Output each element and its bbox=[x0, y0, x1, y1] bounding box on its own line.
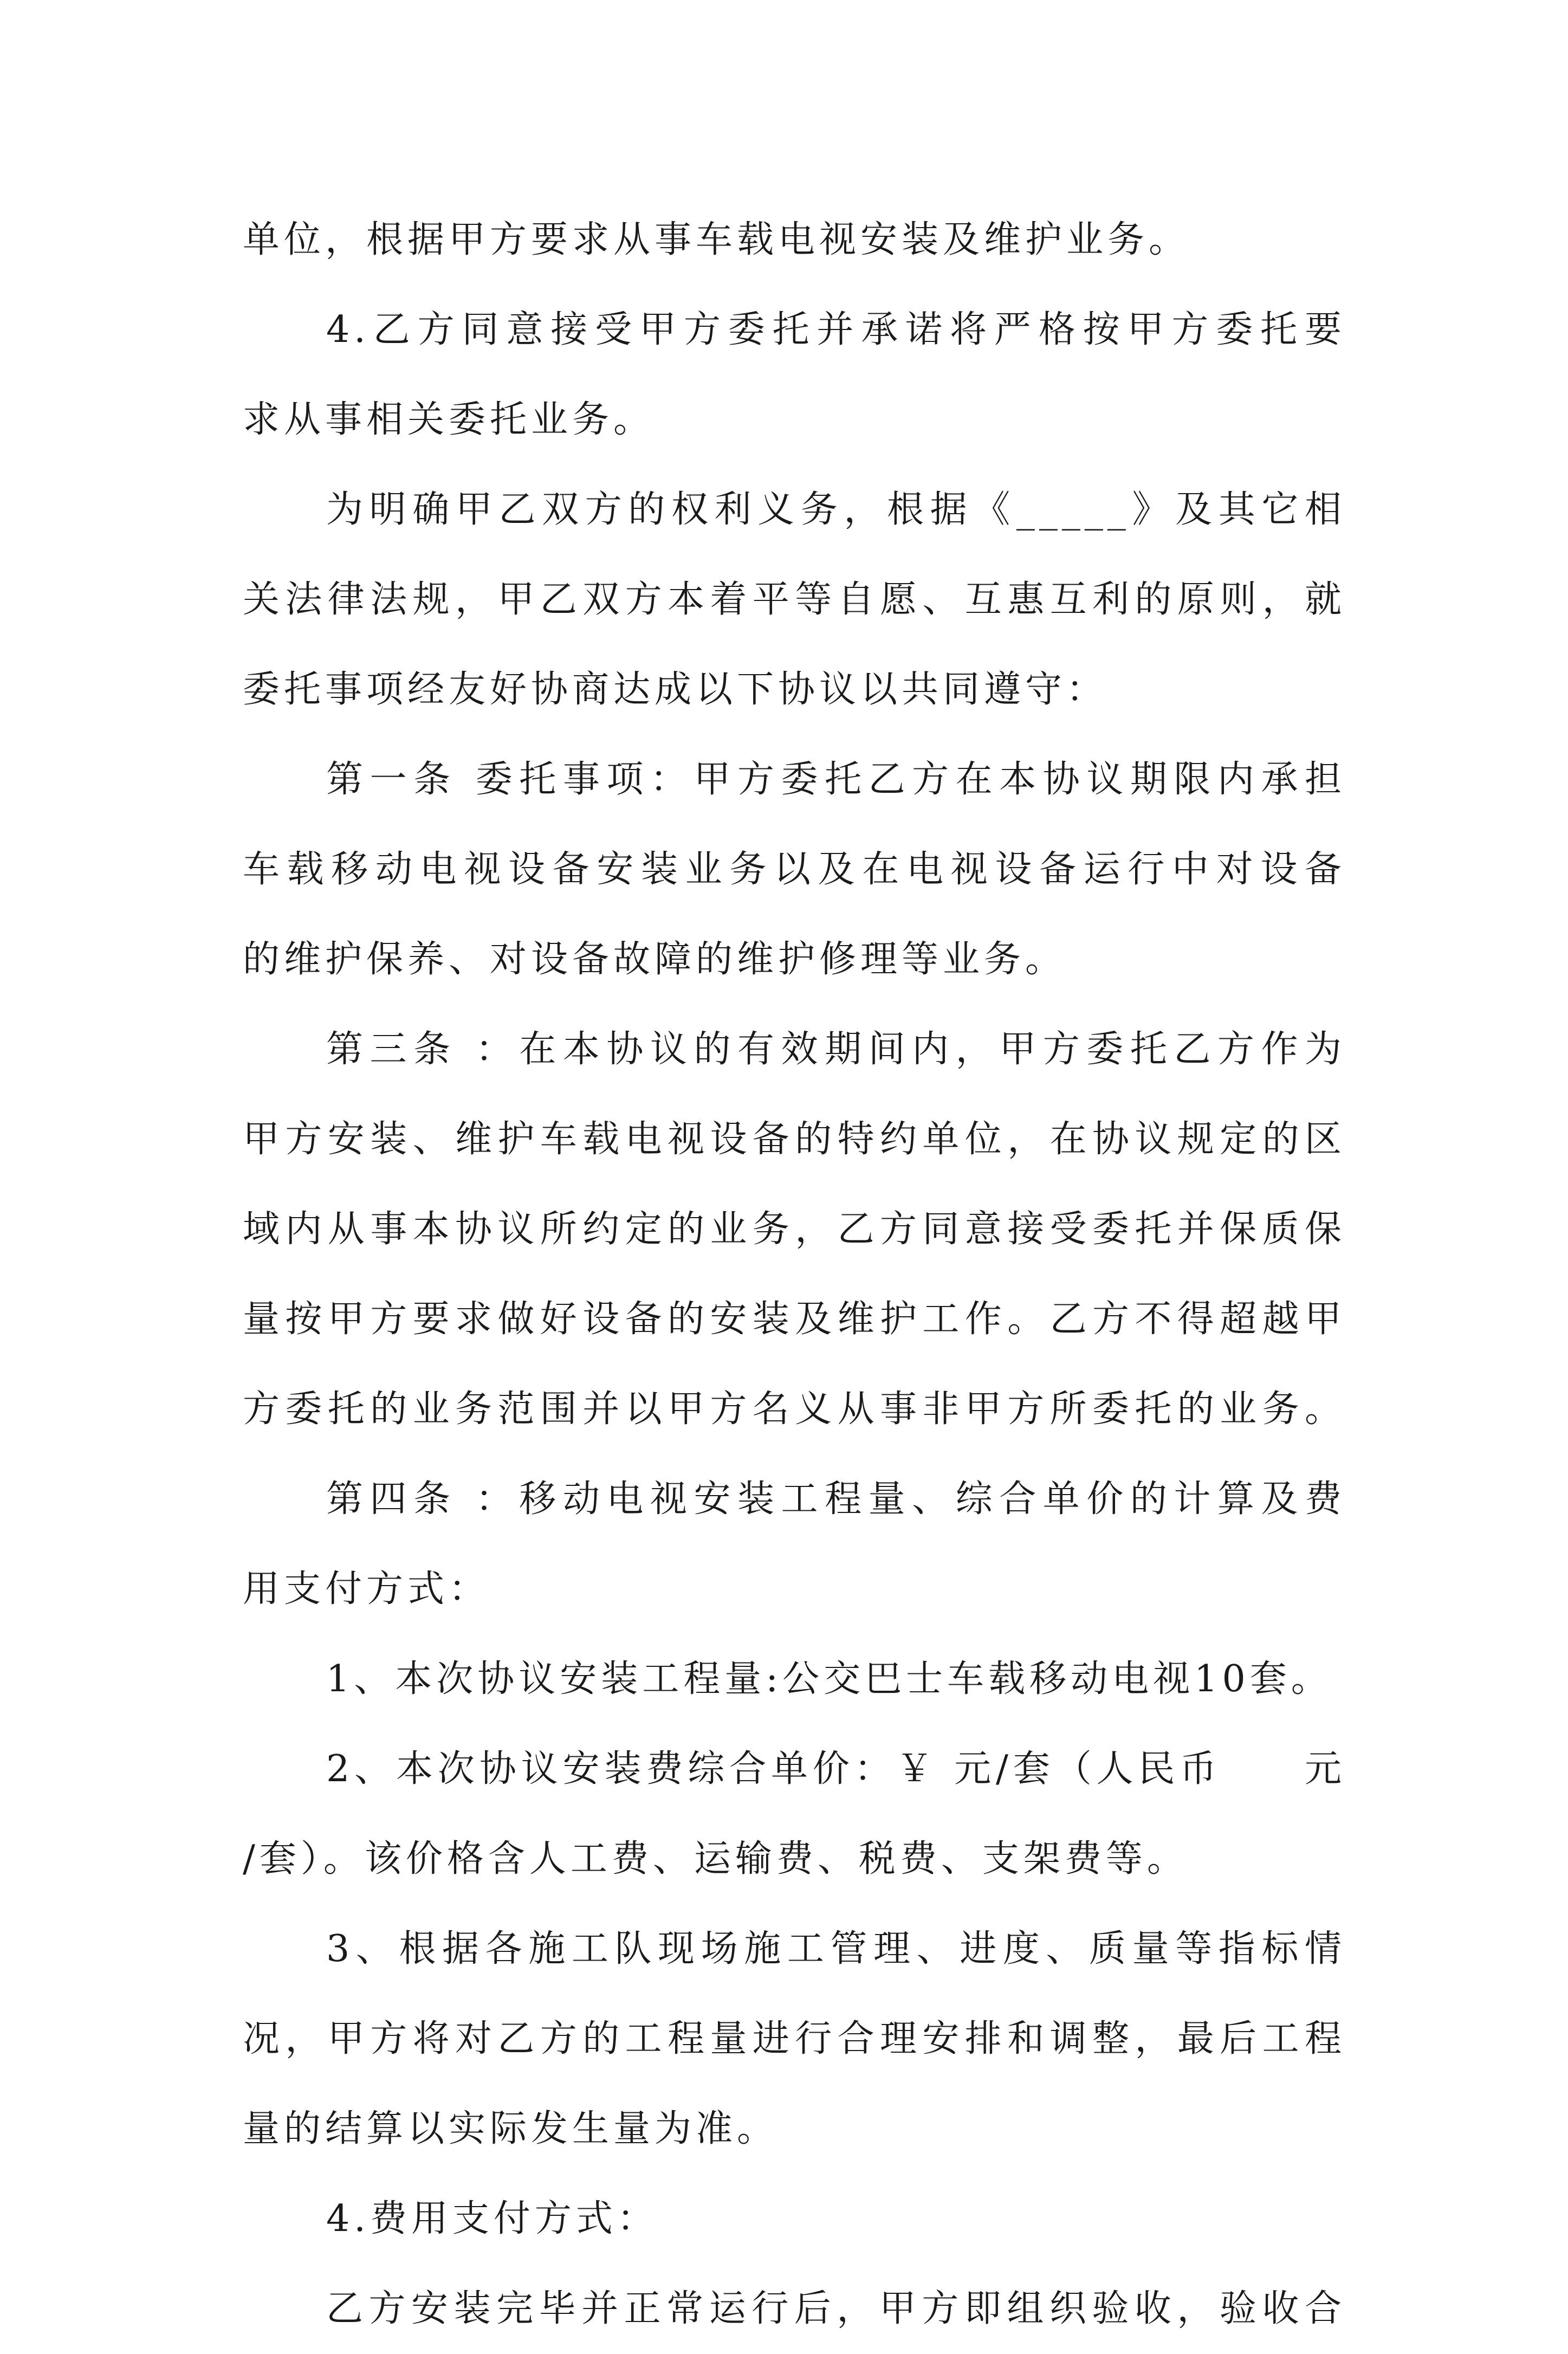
text-line: /套）。该价格含人工费、运输费、税费、支架费等。 bbox=[243, 1838, 1188, 1880]
text-line: 为明确甲乙双方的权利义务，根据《_____》及其它相 bbox=[326, 488, 1346, 531]
text-line: 单位，根据甲方要求从事车载电视安装及维护业务。 bbox=[243, 218, 1190, 261]
text-line: 量按甲方要求做好设备的安装及维护工作。乙方不得超越甲 bbox=[243, 1298, 1346, 1341]
text-line: 域内从事本协议所约定的业务，乙方同意接受委托并保质保 bbox=[243, 1208, 1346, 1251]
text-line: 车载移动电视设备安装业务以及在电视设备运行中对设备 bbox=[243, 848, 1346, 891]
text-line: 第三条 ：在本协议的有效期间内，甲方委托乙方作为 bbox=[326, 1028, 1346, 1071]
text-line: 用支付方式： bbox=[243, 1568, 490, 1611]
text-line: 甲方安装、维护车载电视设备的特约单位，在协议规定的区 bbox=[243, 1118, 1346, 1161]
text-line: 量的结算以实际发生量为准。 bbox=[243, 2107, 779, 2150]
text-line: 第四条 ：移动电视安装工程量、综合单价的计算及费 bbox=[326, 1478, 1346, 1521]
text-line: 况，甲方将对乙方的工程量进行合理安排和调整，最后工程 bbox=[243, 2017, 1346, 2060]
text-line: 3、根据各施工队现场施工管理、进度、质量等指标情 bbox=[326, 1928, 1346, 1970]
text-line: 求从事相关委托业务。 bbox=[243, 398, 655, 441]
text-line: 的维护保养、对设备故障的维护修理等业务。 bbox=[243, 938, 1067, 981]
text-line: 1、本次协议安装工程量:公交巴士车载移动电视10套。 bbox=[326, 1658, 1332, 1700]
text-line: 2、本次协议安装费综合单价：￥ 元/套（人民币 元 bbox=[326, 1748, 1346, 1790]
text-line: 乙方安装完毕并正常运行后，甲方即组织验收，验收合 bbox=[326, 2287, 1346, 2330]
text-line: 4.费用支付方式： bbox=[326, 2197, 658, 2240]
document-body bbox=[243, 195, 1346, 2354]
text-line: 第一条 委托事项：甲方委托乙方在本协议期限内承担 bbox=[326, 758, 1346, 801]
text-line: 4.乙方同意接受甲方委托并承诺将严格按甲方委托要 bbox=[326, 308, 1346, 351]
text-line: 委托事项经友好协商达成以下协议以共同遵守： bbox=[243, 668, 1108, 711]
text-line: 关法律法规，甲乙双方本着平等自愿、互惠互利的原则，就 bbox=[243, 578, 1346, 621]
text-line: 方委托的业务范围并以甲方名义从事非甲方所委托的业务。 bbox=[243, 1388, 1346, 1431]
